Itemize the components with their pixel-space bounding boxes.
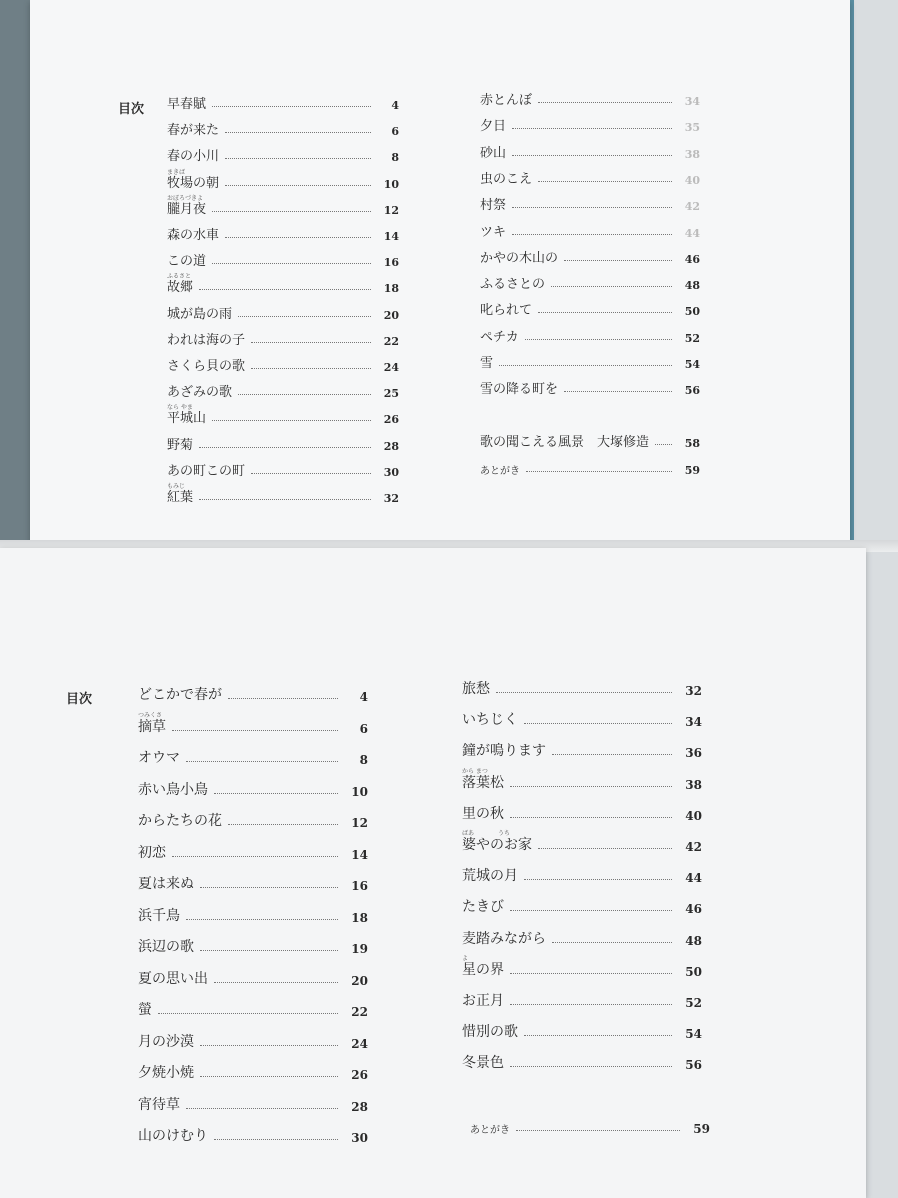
toc-entry	[462, 772, 702, 792]
toc-entry-title: 夕日	[480, 119, 507, 135]
toc-entry-page: 16	[383, 256, 399, 270]
dot-leader	[538, 848, 672, 849]
toc-entry-page: 35	[684, 121, 700, 135]
toc-entry-page: 40	[685, 808, 702, 823]
toc-entry-page: 52	[685, 996, 702, 1010]
toc-entry	[462, 803, 702, 823]
dot-leader	[225, 237, 371, 238]
toc-entry-page: 8	[391, 151, 399, 165]
toc-entry	[138, 842, 368, 862]
dot-leader	[212, 106, 371, 107]
toc-entry-page: 6	[391, 125, 399, 139]
toc-entry	[462, 959, 702, 979]
toc-entry	[462, 834, 702, 854]
toc-entry-title: 野菊	[167, 437, 194, 453]
toc-entry-page: 12	[351, 816, 368, 830]
toc-entry-title: さくら貝の歌	[167, 359, 246, 374]
ruby-reading: つみくさ	[138, 711, 163, 719]
toc-entry-title: 森の水車	[167, 228, 220, 243]
dot-leader	[510, 1004, 672, 1005]
toc-entry-title: 早春賦	[167, 97, 207, 112]
toc-entry	[138, 968, 368, 988]
toc-entry	[167, 94, 399, 112]
toc-entry-page: 32	[685, 684, 702, 698]
dot-leader	[212, 420, 371, 421]
toc-entry-page: 38	[684, 147, 700, 161]
dot-leader	[525, 339, 672, 340]
dot-leader	[158, 1013, 338, 1014]
toc-entry	[167, 146, 399, 164]
toc-entry	[167, 487, 399, 505]
toc-entry-title: 紅葉	[167, 490, 194, 505]
dot-leader	[538, 312, 672, 313]
toc-label: 目次	[118, 102, 145, 117]
toc-entry-page: 18	[383, 282, 399, 296]
toc-entry-title: 鐘が鳴ります	[462, 743, 546, 760]
dot-leader	[214, 1139, 338, 1140]
toc-entry-page: 28	[351, 1099, 368, 1114]
ruby-reading: よ	[462, 954, 469, 962]
toc-entry-page: 54	[684, 358, 700, 371]
toc-entry	[480, 274, 700, 292]
dot-leader	[655, 444, 672, 445]
toc-entry-page: 44	[685, 871, 702, 886]
toc-entry-title: ツキ	[480, 224, 507, 240]
toc-entry-page: 36	[685, 746, 702, 761]
toc-entry-title: 落葉松	[462, 774, 504, 791]
dot-leader	[228, 824, 338, 825]
toc-entry-title: 荒城の月	[462, 868, 518, 885]
toc-entry-title: ふるさとの	[480, 277, 546, 293]
toc-entry-page: 26	[351, 1068, 368, 1082]
toc-entry-page: 34	[684, 95, 700, 108]
dot-leader	[172, 856, 338, 857]
toc-entry	[480, 432, 700, 450]
toc-entry	[167, 382, 399, 400]
toc-entry-page: 16	[351, 879, 368, 893]
toc-entry-page: 50	[684, 305, 700, 319]
toc-entry-page: 25	[383, 387, 399, 401]
toc-entry	[480, 169, 700, 187]
toc-entry	[480, 300, 700, 318]
toc-entry	[462, 990, 702, 1010]
toc-entry-page: 28	[383, 439, 399, 453]
toc-entry-page: 18	[351, 910, 368, 925]
toc-entry-title: この道	[167, 254, 207, 270]
dot-leader	[251, 473, 371, 474]
toc-entry-title: 故郷	[167, 280, 194, 296]
toc-entry	[462, 928, 702, 948]
toc-entry-page: 10	[383, 177, 399, 191]
toc-entry-page: 19	[351, 942, 368, 956]
toc-entry-title: 浜千鳥	[138, 907, 180, 924]
toc-entry-title: 雪の降る町を	[480, 382, 559, 398]
dot-leader	[238, 316, 371, 317]
toc-entry-page: 32	[383, 492, 399, 505]
toc-entry	[480, 327, 700, 345]
toc-entry-page: 10	[351, 784, 368, 799]
toc-entry	[138, 999, 368, 1019]
toc-entry-page: 50	[685, 964, 702, 979]
toc-entry	[138, 873, 368, 893]
toc-entry	[462, 1021, 702, 1041]
dot-leader	[510, 910, 672, 911]
toc-entry	[462, 896, 702, 916]
dot-leader	[512, 128, 672, 129]
dot-leader	[552, 942, 672, 943]
toc-entry	[138, 1125, 368, 1145]
dot-leader	[516, 1130, 680, 1131]
dot-leader	[552, 754, 672, 755]
dot-leader	[200, 1045, 338, 1046]
dot-leader	[510, 786, 672, 787]
toc-entry-title: 惜別の歌	[462, 1024, 518, 1041]
toc-entry	[462, 865, 702, 885]
toc-entry	[480, 90, 700, 108]
toc-entry-page: 38	[685, 777, 702, 792]
dot-leader	[228, 698, 338, 699]
toc-entry-title: 砂山	[480, 145, 507, 161]
dot-leader	[551, 286, 672, 287]
dot-leader	[564, 260, 672, 261]
toc-entry	[167, 277, 399, 295]
toc-entry-page: 52	[684, 331, 700, 345]
toc-entry-title: お正月	[462, 993, 504, 1009]
toc-entry-title: 摘草	[138, 718, 166, 735]
ruby-reading: ばあ うち	[462, 830, 511, 837]
toc-entry-title: 叱られて	[480, 303, 533, 319]
toc-entry-page: 56	[685, 1058, 702, 1073]
toc-entry-page: 14	[351, 847, 368, 862]
dot-leader	[512, 234, 672, 235]
dot-leader	[496, 692, 672, 693]
dot-leader	[524, 879, 672, 880]
ruby-reading: もみじ	[167, 483, 186, 490]
toc-entry-title: 夏は来ぬ	[138, 876, 194, 892]
dot-leader	[526, 471, 672, 472]
dot-leader	[199, 447, 371, 448]
toc-entry-page: 22	[351, 1005, 368, 1019]
dot-leader	[251, 342, 371, 343]
toc-entry	[138, 1062, 368, 1082]
toc-entry-title: 夕焼小焼	[138, 1065, 194, 1081]
toc-entry-title: 夏の思い出	[138, 970, 208, 987]
dot-leader	[214, 982, 338, 983]
toc-entry-page: 20	[351, 973, 368, 988]
ruby-reading: まきば	[167, 168, 186, 176]
toc-entry-title: 雪	[480, 356, 494, 371]
toc-entry-page: 40	[684, 173, 700, 187]
dot-leader	[564, 391, 672, 392]
dot-leader	[199, 289, 371, 290]
toc-entry-title: 春が来た	[167, 123, 220, 139]
book-page-bottom	[0, 548, 866, 1198]
toc-entry	[480, 195, 700, 213]
toc-entry	[462, 740, 702, 760]
toc-entry-title: どこかで春が	[138, 687, 222, 703]
toc-entry	[167, 330, 399, 348]
toc-entry-title: たきび	[462, 899, 504, 916]
dot-leader	[238, 394, 371, 395]
dot-leader	[200, 1076, 338, 1077]
toc-entry	[138, 905, 368, 925]
toc-entry-title: 星の界	[462, 961, 504, 978]
dot-leader	[225, 158, 371, 159]
toc-entry-page: 56	[684, 384, 700, 398]
toc-entry-title: 麦踏みながら	[462, 930, 546, 947]
toc-entry	[167, 173, 399, 191]
toc-entry-title: 里の秋	[462, 805, 504, 822]
toc-entry	[138, 684, 368, 704]
toc-entry-title: 宵待草	[138, 1096, 180, 1113]
dot-leader	[214, 793, 338, 794]
toc-entry-title: あざみの歌	[167, 385, 233, 401]
toc-entry	[480, 222, 700, 240]
toc-entry	[167, 461, 399, 479]
toc-entry-title: 螢	[138, 1002, 152, 1018]
toc-entry	[138, 1031, 368, 1051]
toc-entry	[138, 716, 368, 736]
toc-entry	[480, 248, 700, 266]
toc-entry	[167, 251, 399, 269]
toc-entry-title: からたちの花	[138, 813, 222, 829]
toc-entry-page: 26	[383, 413, 399, 427]
ruby-reading: ふるさと	[167, 273, 192, 281]
toc-entry-page: 14	[383, 230, 399, 243]
dot-leader	[200, 950, 338, 951]
toc-entry-page: 54	[685, 1027, 702, 1042]
toc-entry-page: 22	[383, 334, 399, 348]
toc-entry-title: 春の小川	[167, 149, 220, 165]
toc-entry-title: 牧場の朝	[167, 175, 220, 191]
book-page-top	[30, 0, 850, 552]
toc-entry-title: いちじく	[462, 712, 518, 729]
toc-entry-title: 冬景色	[462, 1055, 504, 1072]
toc-entry-title: 月の沙漠	[138, 1033, 194, 1050]
toc-entry-title: オウマ	[138, 750, 180, 766]
toc-entry-title: 村祭	[480, 198, 507, 214]
toc-entry-page: 46	[685, 902, 702, 917]
toc-entry-page: 34	[685, 715, 702, 730]
toc-entry-title: かやの木山の	[480, 250, 559, 266]
toc-entry	[480, 143, 700, 161]
toc-entry-page: 42	[684, 200, 700, 214]
dot-leader	[186, 761, 338, 762]
toc-entry-page: 24	[383, 361, 399, 374]
toc-entry	[138, 779, 368, 799]
toc-entry-title: 赤とんぼ	[480, 93, 533, 108]
dot-leader	[499, 365, 672, 366]
toc-entry-page: 59	[693, 1122, 710, 1136]
dot-leader	[510, 1066, 672, 1067]
toc-entry-page: 30	[351, 1131, 368, 1145]
dot-leader	[512, 207, 672, 208]
toc-entry-page: 8	[359, 753, 368, 767]
toc-entry-title: われは海の子	[167, 332, 246, 348]
toc-entry-page: 44	[684, 226, 700, 240]
toc-entry	[167, 435, 399, 453]
toc-entry-page: 48	[684, 279, 700, 293]
toc-entry	[138, 936, 368, 956]
dot-leader	[186, 919, 338, 920]
ruby-reading: おぼろづきよ	[167, 194, 203, 202]
ruby-reading: なら やま	[167, 404, 193, 412]
dot-leader	[510, 973, 672, 974]
toc-entry	[462, 1052, 702, 1072]
toc-entry-title: ペチカ	[480, 329, 519, 345]
toc-entry-page: 20	[383, 308, 399, 322]
toc-entry-page: 48	[685, 933, 702, 948]
toc-entry	[462, 709, 702, 729]
toc-entry	[462, 678, 702, 698]
toc-entry-title: 平城山	[167, 411, 207, 427]
dot-leader	[225, 185, 371, 186]
toc-entry	[167, 408, 399, 426]
toc-entry	[138, 1094, 368, 1114]
dot-leader	[199, 499, 371, 500]
toc-entry-title: 婆やのお家	[462, 837, 532, 853]
toc-entry-page: 4	[359, 690, 368, 704]
ruby-reading: から まつ	[462, 767, 488, 775]
toc-entry	[480, 459, 700, 477]
toc-entry-page: 12	[383, 203, 399, 217]
toc-entry-title: 虫のこえ	[480, 171, 533, 187]
toc-entry	[167, 225, 399, 243]
toc-entry	[167, 304, 399, 322]
toc-entry-page: 42	[685, 840, 702, 854]
dot-leader	[212, 211, 371, 212]
toc-entry-page: 4	[391, 99, 399, 112]
toc-entry	[470, 1116, 710, 1136]
toc-entry-title: 城が島の雨	[167, 306, 233, 322]
toc-entry-title: 旅愁	[462, 681, 490, 697]
dot-leader	[225, 132, 371, 133]
dot-leader	[538, 102, 672, 103]
toc-entry-page: 30	[383, 465, 399, 479]
toc-entry	[138, 747, 368, 767]
toc-entry-page: 6	[359, 721, 368, 736]
toc-label: 目次	[66, 692, 93, 707]
dot-leader	[200, 887, 338, 888]
dot-leader	[510, 817, 672, 818]
toc-entry-title: あとがき	[480, 466, 520, 477]
dot-leader	[524, 723, 672, 724]
dot-leader	[212, 263, 371, 264]
toc-entry-title: 浜辺の歌	[138, 939, 194, 955]
toc-entry-title: あの町この町	[167, 463, 246, 479]
toc-entry-title: 山のけむり	[138, 1128, 208, 1144]
dot-leader	[251, 368, 371, 369]
toc-entry-page: 58	[684, 437, 700, 450]
toc-entry-page: 24	[351, 1036, 368, 1051]
toc-entry	[167, 356, 399, 374]
toc-entry-title: あとがき	[470, 1125, 510, 1136]
toc-entry-title: 初恋	[138, 844, 166, 861]
dot-leader	[512, 155, 672, 156]
toc-entry-page: 59	[684, 464, 700, 477]
toc-entry	[480, 379, 700, 397]
dot-leader	[186, 1108, 338, 1109]
dot-leader	[524, 1035, 672, 1036]
toc-entry-page: 46	[684, 252, 700, 266]
toc-entry-title: 赤い鳥小鳥	[138, 781, 208, 798]
toc-entry	[138, 810, 368, 830]
toc-entry	[480, 353, 700, 371]
toc-entry	[480, 116, 700, 134]
toc-entry-title: 朧月夜	[167, 201, 207, 217]
toc-entry	[167, 120, 399, 138]
toc-entry-title: 歌の聞こえる風景 大塚修造	[480, 435, 650, 450]
dot-leader	[172, 730, 338, 731]
dot-leader	[538, 181, 672, 182]
